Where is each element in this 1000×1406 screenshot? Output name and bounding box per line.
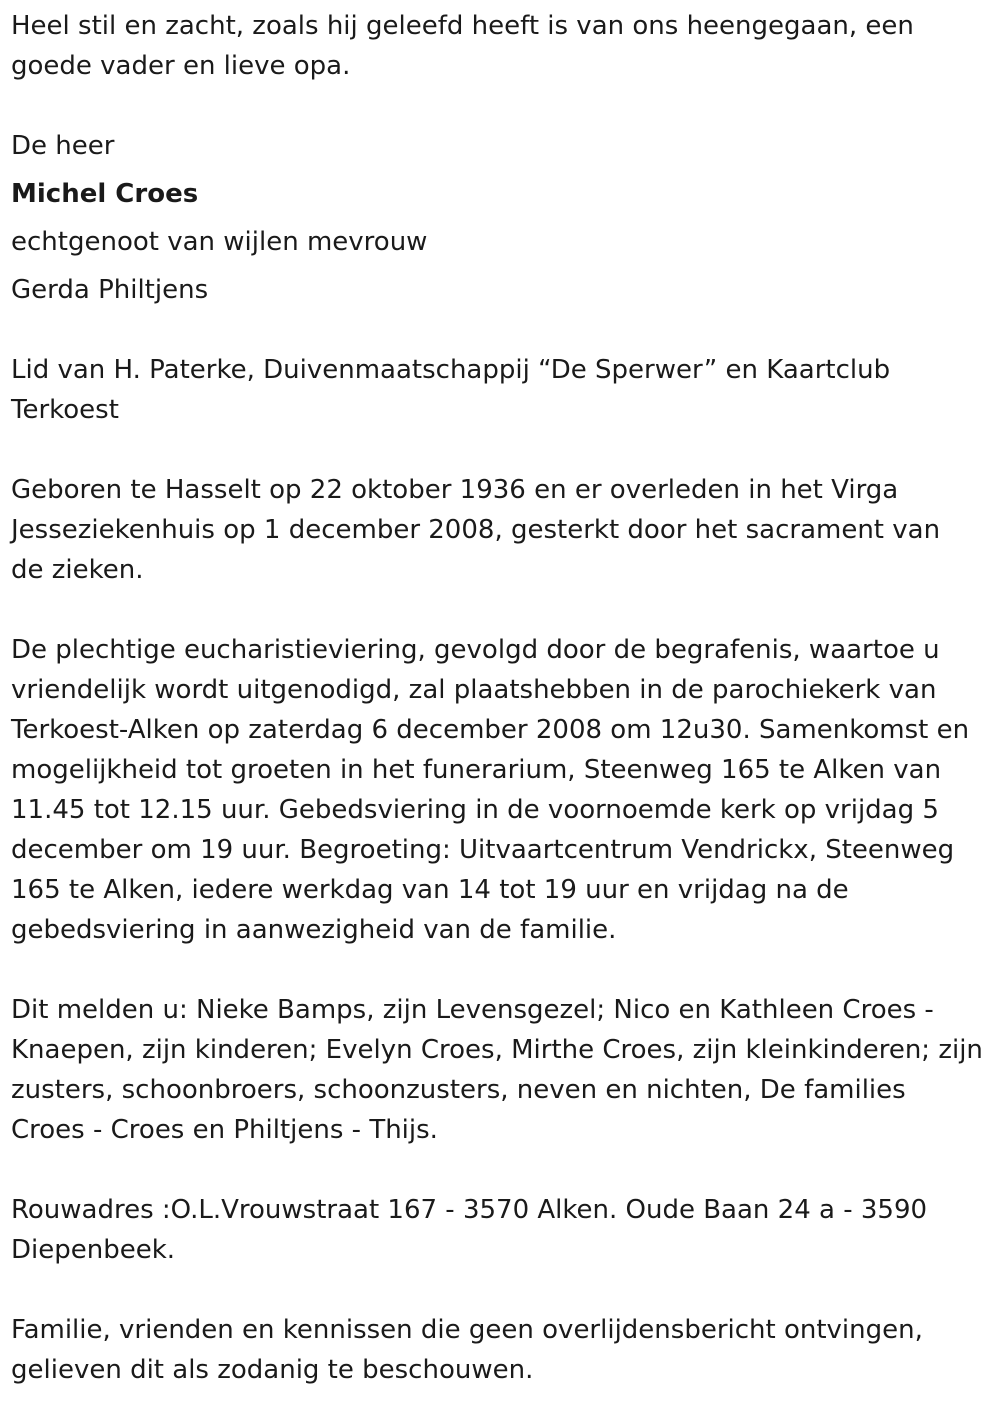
ceremony-line: december om 19 uur. Begroeting: Uitvaartcentrum Vendrickx, Steenweg <box>11 835 955 865</box>
announcers-line: Croes - Croes en Philtjens - Thijs. <box>11 1115 438 1145</box>
closing-paragraph <box>11 1310 991 1390</box>
birth-death-line: de zieken. <box>11 555 144 585</box>
intro-line: Heel stil en zacht, zoals hij geleefd heeft is van ons heengegaan, een <box>11 11 914 41</box>
ceremony-line: Terkoest-Alken op zaterdag 6 december 2008 om 12u30. Samenkomst en <box>11 715 970 745</box>
ceremony-line: mogelijkheid tot groeten in het funerarium, Steenweg 165 te Alken van <box>11 755 942 785</box>
salutation: De heer <box>11 131 115 161</box>
announcers-paragraph <box>11 990 991 1150</box>
spouse-name: Gerda Philtjens <box>11 275 209 305</box>
address-line: Diepenbeek. <box>11 1235 176 1265</box>
birth-death-line: Geboren te Hasselt op 22 oktober 1936 en er overleden in het Virga <box>11 475 899 505</box>
ceremony-line: vriendelijk wordt uitgenodigd, zal plaatshebben in de parochiekerk van <box>11 675 937 705</box>
birth-death-paragraph <box>11 470 991 590</box>
birth-death-line: Jesseziekenhuis op 1 december 2008, gesterkt door het sacrament van <box>11 515 941 545</box>
intro-line: goede vader en lieve opa. <box>11 51 351 81</box>
closing-line: Familie, vrienden en kennissen die geen overlijdensbericht ontvingen, <box>11 1315 923 1345</box>
address-paragraph <box>11 1190 991 1270</box>
announcers-line: zusters, schoonbroers, schoonzusters, neven en nichten, De families <box>11 1075 906 1105</box>
ceremony-line: 11.45 tot 12.15 uur. Gebedsviering in de voornoemde kerk op vrijdag 5 <box>11 795 939 825</box>
ceremony-line: 165 te Alken, iedere werkdag van 14 tot 19 uur en vrijdag na de <box>11 875 849 905</box>
membership-paragraph <box>11 350 991 430</box>
membership-line: Terkoest <box>11 395 119 425</box>
announcers-line: Dit melden u: Nieke Bamps, zijn Levensgezel; Nico en Kathleen Croes - <box>11 995 934 1025</box>
ceremony-paragraph <box>11 630 991 950</box>
intro-paragraph <box>11 6 991 86</box>
closing-line: gelieven dit als zodanig te beschouwen. <box>11 1355 534 1385</box>
membership-line: Lid van H. Paterke, Duivenmaatschappij “De Sperwer” en Kaartclub <box>11 355 891 385</box>
announcers-line: Knaepen, zijn kinderen; Evelyn Croes, Mirthe Croes, zijn kleinkinderen; zijn <box>11 1035 983 1065</box>
address-line: Rouwadres :O.L.Vrouwstraat 167 - 3570 Alken. Oude Baan 24 a - 3590 <box>11 1195 928 1225</box>
ceremony-line: gebedsviering in aanwezigheid van de familie. <box>11 915 617 945</box>
ceremony-line: De plechtige eucharistieviering, gevolgd door de begrafenis, waartoe u <box>11 635 940 665</box>
spouse-label: echtgenoot van wijlen mevrouw <box>11 227 428 257</box>
deceased-name: Michel Croes <box>11 179 199 209</box>
